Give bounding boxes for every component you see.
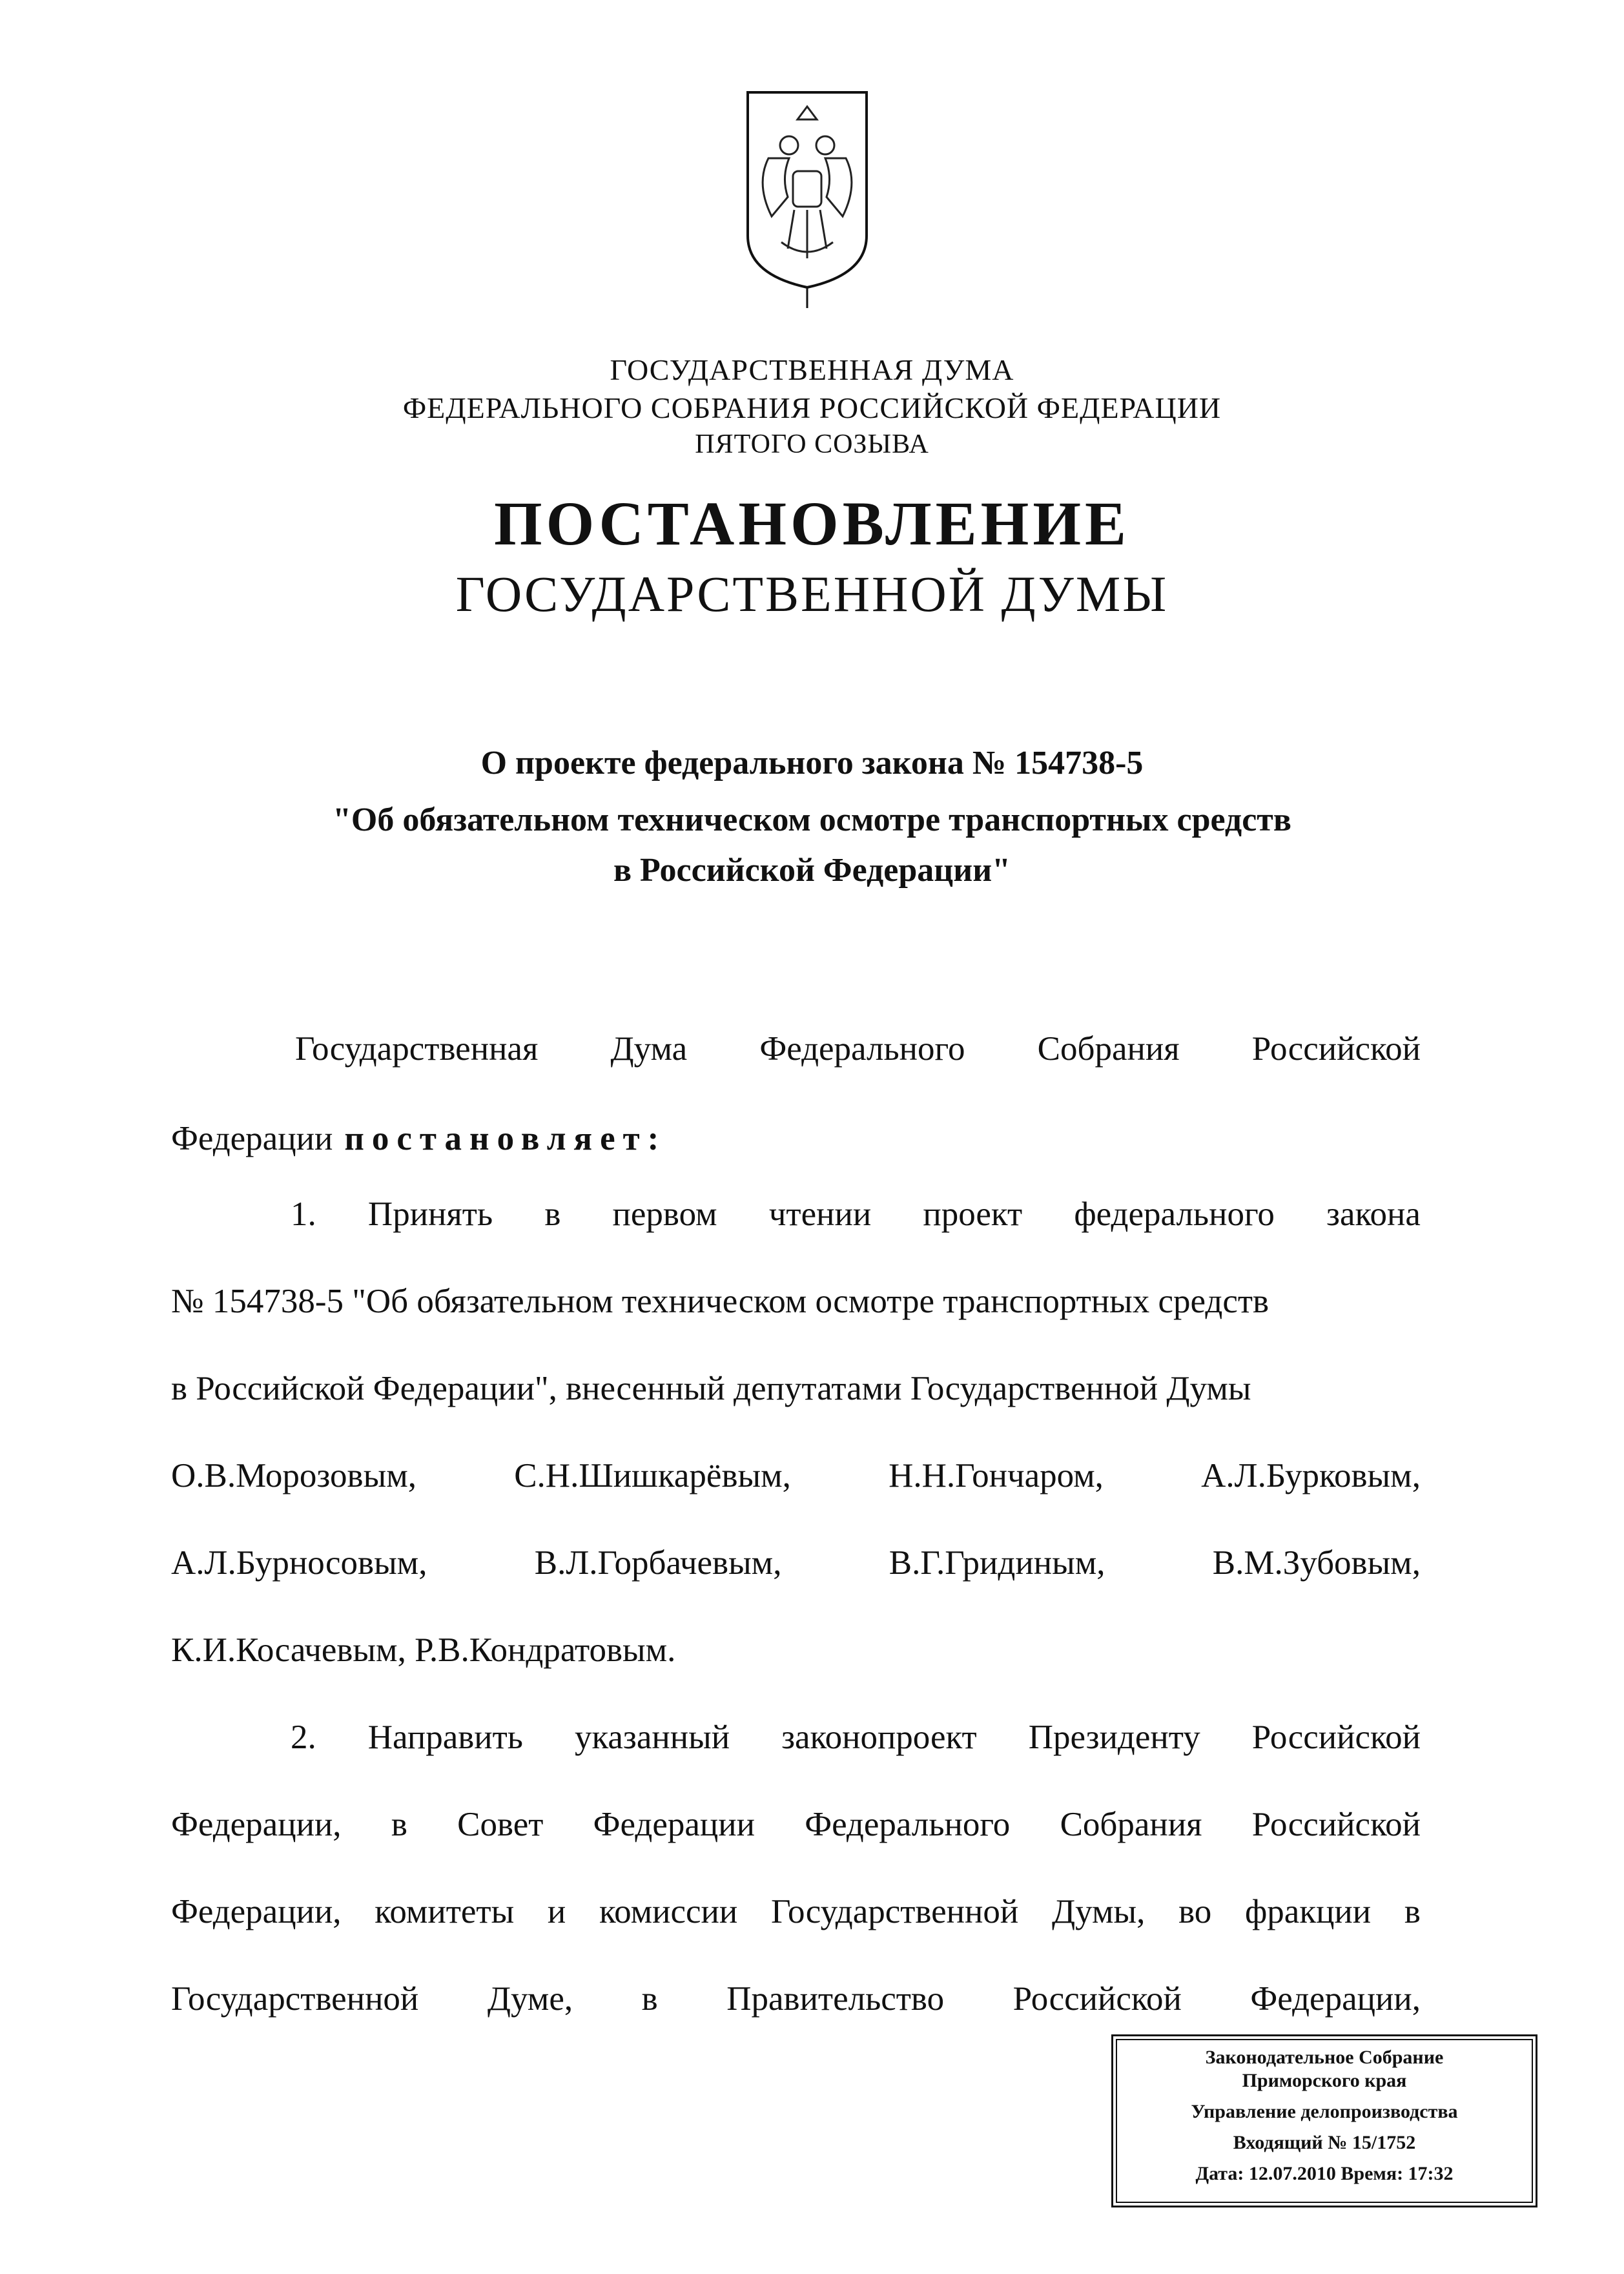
preamble-line-1 — [295, 1029, 1421, 1068]
paragraph1-line — [171, 1456, 1421, 1495]
word: Федерального — [759, 1030, 965, 1068]
word: Думе, — [487, 1980, 573, 2018]
word: К.И.Косачевым, Р.В.Кондратовым. — [171, 1631, 676, 1669]
word: в Российской Федерации", внесенный депутатами Государственной Думы — [171, 1370, 1251, 1407]
word: закона — [1326, 1195, 1421, 1233]
header-line-2: ФЕДЕРАЛЬНОГО СОБРАНИЯ РОССИЙСКОЙ ФЕДЕРАЦИИ — [402, 391, 1222, 424]
word: первом — [612, 1195, 717, 1233]
word: во — [1178, 1893, 1212, 1930]
word: чтении — [768, 1195, 872, 1233]
stamp-line-3: Управление делопроизводства — [1191, 2101, 1458, 2122]
word: комиссии — [599, 1893, 738, 1930]
word: законопроект — [781, 1719, 977, 1756]
word: А.Л.Бурносовым, — [171, 1544, 427, 1582]
word: № 154738-5 "Об обязательном техническом осмотре транспортных средств — [171, 1283, 1269, 1320]
word: Российской — [1251, 1030, 1421, 1068]
document-type: ПОСТАНОВЛЕНИЕ — [493, 489, 1131, 558]
word: Государственной — [171, 1980, 419, 2018]
word: проект — [923, 1195, 1023, 1233]
word: А.Л.Бурковым, — [1201, 1457, 1421, 1494]
paragraph2-line — [171, 1979, 1421, 2018]
word: в — [391, 1806, 407, 1843]
paragraph2-line — [291, 1718, 1421, 1757]
word: Президенту — [1028, 1719, 1200, 1756]
word: Совет — [457, 1806, 544, 1843]
word: Н.Н.Гончаром, — [889, 1457, 1104, 1494]
word: Федерации, — [1250, 1980, 1421, 2018]
word: Федерального — [805, 1806, 1011, 1843]
stamp-incoming-number: Входящий № 15/1752 — [1233, 2132, 1416, 2153]
word: в — [641, 1980, 658, 2018]
word: В.Л.Горбачевым, — [534, 1544, 782, 1582]
header-line-3: ПЯТОГО СОЗЫВА — [695, 429, 929, 459]
word: в — [544, 1195, 561, 1233]
word: Правительство — [726, 1980, 945, 2018]
paragraph1-line — [171, 1631, 1421, 1669]
preamble-line-2 — [171, 1119, 1421, 1158]
stamp-line-2: Приморского края — [1242, 2070, 1407, 2091]
word: Государственная — [295, 1030, 539, 1068]
word: фракции — [1244, 1893, 1372, 1930]
word: 1. — [291, 1195, 316, 1233]
incoming-registration-stamp — [1111, 2034, 1537, 2207]
word: Федерации — [171, 1120, 333, 1157]
title-line-1: О проекте федерального закона № 154738-5 — [480, 745, 1144, 781]
word: Собрания — [1060, 1806, 1202, 1843]
word: Направить — [367, 1719, 523, 1756]
paragraph1-line — [171, 1282, 1421, 1321]
resolves-word: постановляет: — [344, 1120, 667, 1157]
header-line-1: ГОСУДАРСТВЕННАЯ ДУМА — [610, 353, 1014, 386]
word: Дума — [610, 1030, 688, 1068]
stamp-line-1: Законодательное Собрание — [1205, 2047, 1444, 2068]
title-line-3: в Российской Федерации" — [613, 852, 1011, 889]
paragraph2-line — [171, 1892, 1421, 1931]
word: Принять — [367, 1195, 493, 1233]
word: Федерации — [593, 1806, 755, 1843]
word: указанный — [574, 1719, 730, 1756]
word: и — [547, 1893, 566, 1930]
word: Федерации, — [171, 1893, 342, 1930]
paragraph1-line — [291, 1195, 1421, 1234]
word: Российской — [1012, 1980, 1182, 2018]
word: Думы, — [1051, 1893, 1146, 1930]
word: Федерации, — [171, 1806, 342, 1843]
paragraph1-line — [171, 1544, 1421, 1582]
paragraph2-line — [171, 1805, 1421, 1844]
word: в — [1404, 1893, 1421, 1930]
word: Российской — [1251, 1719, 1421, 1756]
word: В.М.Зубовым, — [1212, 1544, 1421, 1582]
word: 2. — [291, 1719, 316, 1756]
word: С.Н.Шишкарёвым, — [514, 1457, 791, 1494]
paragraph1-line — [171, 1369, 1421, 1408]
word: Собрания — [1037, 1030, 1180, 1068]
word: Российской — [1251, 1806, 1421, 1843]
russian-coat-of-arms-emblem — [743, 87, 872, 310]
word: В.Г.Гридиным, — [889, 1544, 1105, 1582]
word: Государственной — [770, 1893, 1019, 1930]
stamp-date-time: Дата: 12.07.2010 Время: 17:32 — [1195, 2163, 1454, 2184]
word: комитеты — [375, 1893, 515, 1930]
word: О.В.Морозовым, — [171, 1457, 416, 1494]
title-line-2: "Об обязательном техническом осмотре транспортных средств — [333, 801, 1291, 838]
word: федерального — [1074, 1195, 1275, 1233]
document-issuer: ГОСУДАРСТВЕННОЙ ДУМЫ — [455, 566, 1169, 622]
